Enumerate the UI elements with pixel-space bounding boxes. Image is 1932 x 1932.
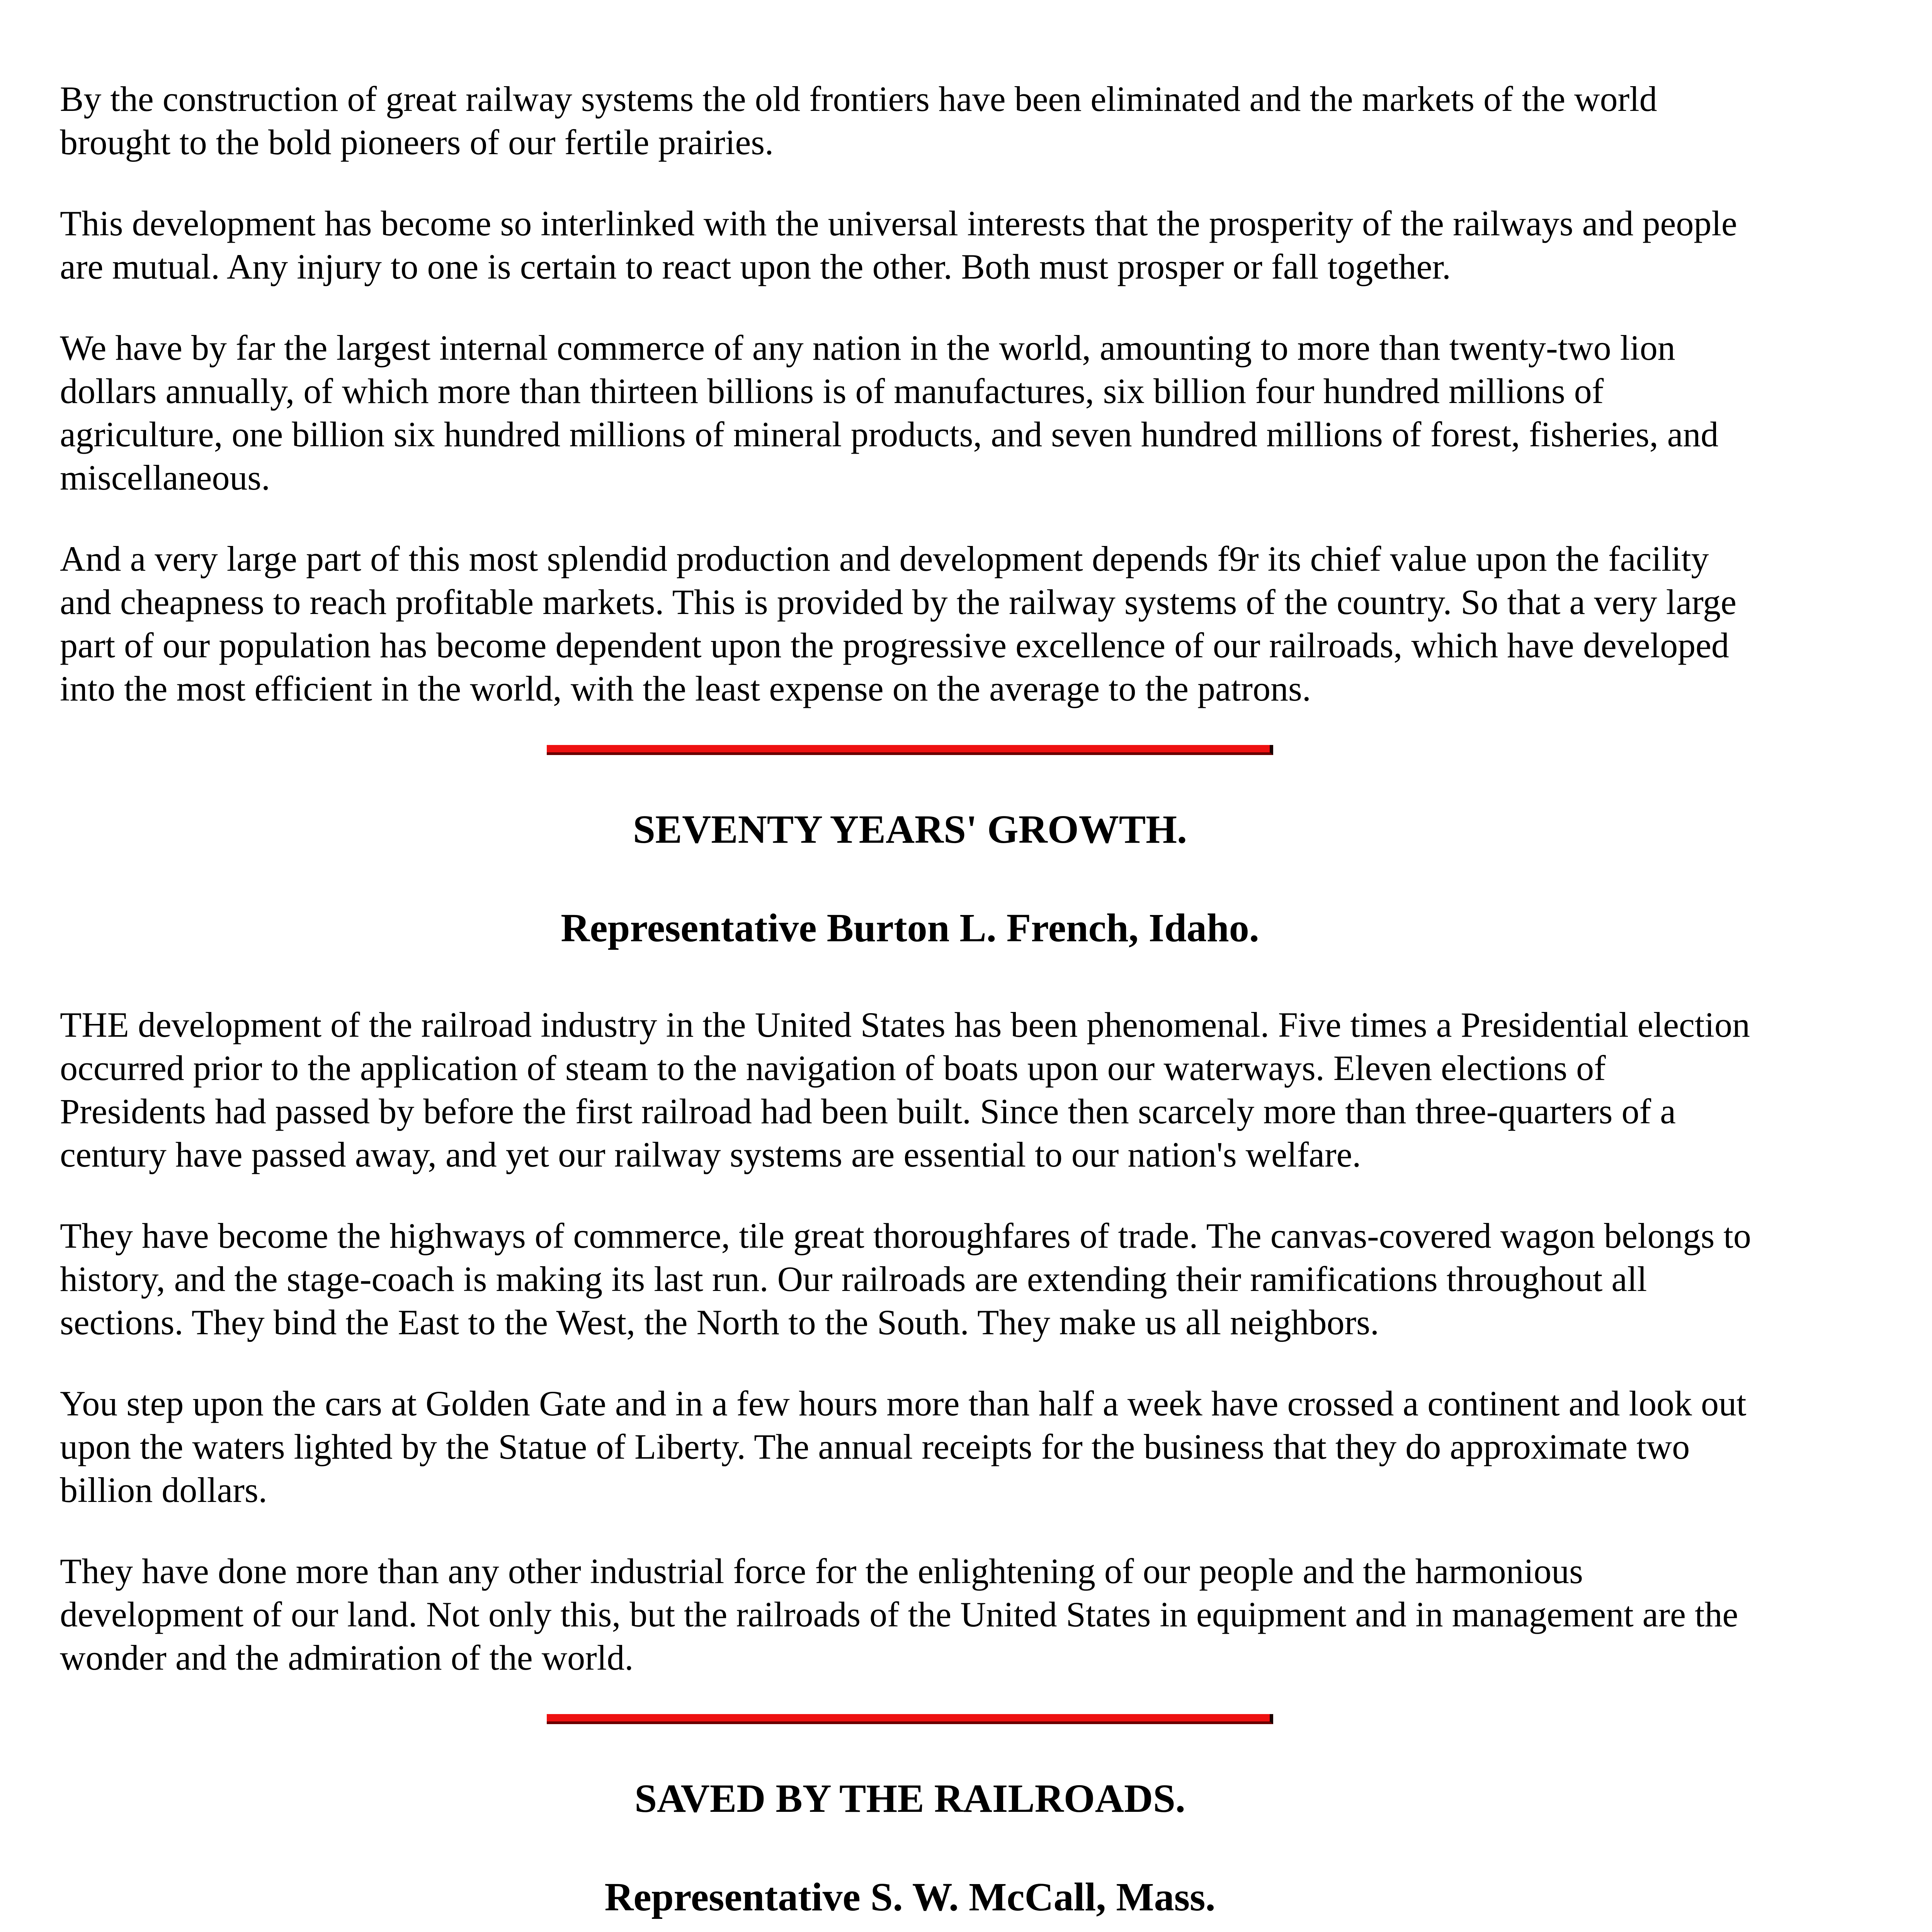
section-paragraph: THE development of the railroad industry in the United States has been phenomenal. Five times a Presidential election occurred prior to the application of steam to the navigation of boats upon our waterways. Eleven elections of Presidents had passed by before the first railroad had been built. Since then scarcely more than three-quarters of a century have passed away, and yet our railway systems are essential to our nation's welfare. (60, 1005, 1750, 1174)
section-divider (547, 745, 1273, 755)
section-title: SEVENTY YEARS' GROWTH. (633, 807, 1187, 852)
section-paragraph: You step upon the cars at Golden Gate and in a few hours more than half a week have crossed a continent and look out upon the waters lighted by the Statue of Liberty. The annual receipts for the business that they do approximate two billion dollars. (60, 1384, 1747, 1510)
intro-paragraph-3: We have by far the largest internal commerce of any nation in the world, amounting to more than twenty-two lion dollars annually, of which more than thirteen billions is of manufactures, six billion four hundred millions of agriculture, one billion six hundred millions of mineral products, and seven hundred millions of forest, fisheries, and miscellaneous. (60, 328, 1719, 497)
section-divider (547, 1714, 1273, 1724)
section-paragraph: They have done more than any other industrial force for the enlightening of our people and the harmonious development of our land. Not only this, but the railroads of the United States in equipment and in management are the wonder and the admiration of the world. (60, 1551, 1738, 1677)
section-author: Representative Burton L. French, Idaho. (561, 906, 1259, 950)
section-paragraph: They have become the highways of commerce, tile great thoroughfares of trade. The canvas-covered wagon belongs to history, and the stage-coach is making its last run. Our railroads are extending their ramifications throughout all sections. They bind the East to the West, the North to the South. They make us all neighbors. (60, 1216, 1751, 1342)
document-page (60, 77, 1760, 1932)
intro-paragraph-1: By the construction of great railway systems the old frontiers have been eliminated and the markets of the world brought to the bold pioneers of our fertile prairies. (60, 79, 1657, 162)
section-title: SAVED BY THE RAILROADS. (634, 1776, 1185, 1821)
intro-paragraph-2: This development has become so interlinked with the universal interests that the prosperity of the railways and people are mutual. Any injury to one is certain to react upon the other. Both must prosper or fall together. (60, 204, 1737, 286)
section-author: Representative S. W. McCall, Mass. (604, 1875, 1216, 1919)
intro-paragraph-4: And a very large part of this most splendid production and development depends f9r its chief value upon the facility and cheapness to reach profitable markets. This is provided by the railway systems of the country. So that a very large part of our population has become dependent upon the progressive excellence of our railroads, which have developed into the most efficient in the world, with the least expense on the average to the patrons. (60, 539, 1736, 708)
